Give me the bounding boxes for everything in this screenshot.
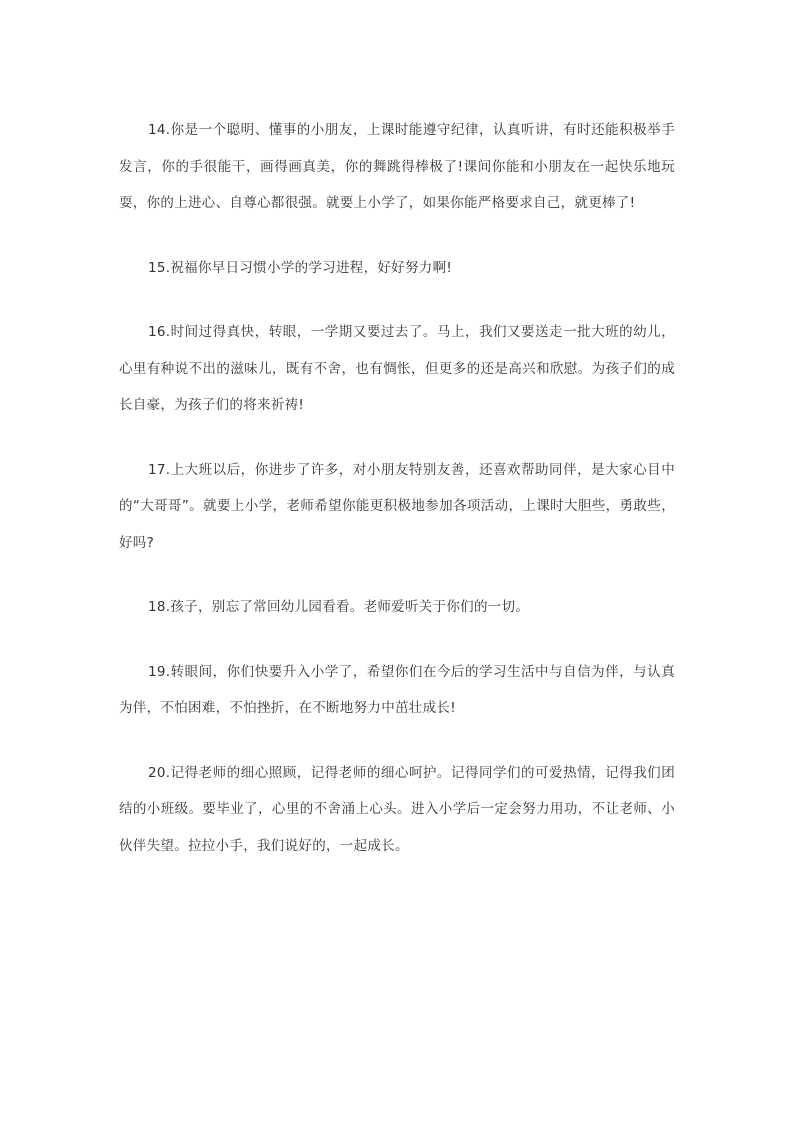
paragraph-15: 15.祝福你早日习惯小学的学习进程，好好努力啊! <box>148 259 453 276</box>
paragraph-20: 20.记得老师的细心照顾，记得老师的细心呵护。记得同学们的可爱热情，记得我们团结的小班级。要毕业了，心里的不舍涌上心头。进入小学后一定会努力用功，不让老师、小伙伴失望。拉拉小手，我们说好的，一起成长。 <box>119 764 675 854</box>
paragraph-17: 17.上大班以后，你进步了许多，对小朋友特别友善，还喜欢帮助同伴，是大家心目中的“大哥哥”。就要上小学，老师希望你能更积极地参加各项活动，上课时大胆些，勇敢些，好吗? <box>119 461 675 551</box>
paragraph-16: 16.时间过得真快，转眼，一学期又要过去了。马上，我们又要送走一批大班的幼儿，心里有种说不出的滋味儿，既有不舍，也有惆怅，但更多的还是高兴和欣慰。为孩子们的成长自豪，为孩子们的将来祈祷! <box>119 324 675 413</box>
document-body <box>119 112 675 892</box>
paragraph-18: 18.孩子，别忘了常回幼儿园看看。老师爱听关于你们的一切。 <box>148 599 530 615</box>
paragraph-14: 14.你是一个聪明、懂事的小朋友，上课时能遵守纪律，认真听讲，有时还能积极举手发言，你的手很能干，画得画真美，你的舞跳得棒极了!课间你能和小朋友在一起快乐地玩耍，你的上进心、自尊心都很强。就要上小学了，如果你能严格要求自己，就更棒了! <box>119 122 675 211</box>
paragraph-19: 19.转眼间，你们快要升入小学了，希望你们在今后的学习生活中与自信为伴，与认真为伴，不怕困难，不怕挫折，在不断地努力中茁壮成长! <box>119 663 675 716</box>
